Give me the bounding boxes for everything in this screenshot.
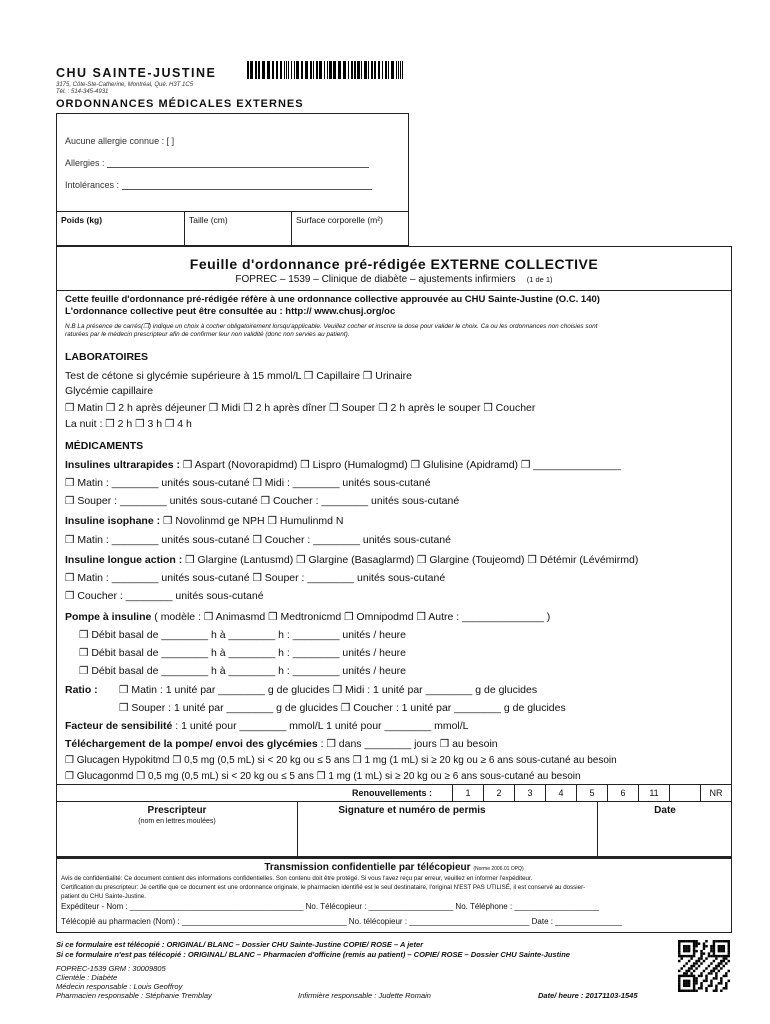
footer-nurse: Infirmière responsable : Judette Romain xyxy=(298,991,431,1000)
prescriber-sublabel: (nom en lettres moulées) xyxy=(138,818,216,825)
prescriber-cert: Certification du prescripteur: Je certifie que ce document est une ordonnance originale, le pharmacien identifié est le seul destinataire, l'original N'EST PAS UTILISÉ, il est conservé au dossier- xyxy=(61,884,586,891)
footer-fax: Si ce formulaire est télécopié : ORIGINAL/ BLANC – Dossier CHU Sainte-Justine COPIE/ ROSE – A jeter xyxy=(56,940,424,949)
prescriber-cert-2: patient du CHU Sainte-Justine. xyxy=(61,893,146,900)
glucagon-row[interactable]: ❒ Glucagonmd ❒ 0,5 mg (0,5 mL) si < 20 kg ou ≤ 5 ans ❒ 1 mg (1 mL) si ≥ 20 kg ou ≥ 6 ans sous-cutané au besoin xyxy=(65,771,581,782)
long-doses-2[interactable]: ❒ Coucher : ________ unités sous-cutané xyxy=(65,590,264,602)
ratio-row-1[interactable]: ❒ Matin : 1 unité par ________ g de glucides ❒ Midi : 1 unité par ________ g de glucides xyxy=(119,684,538,696)
renewal-box-2[interactable]: 2 xyxy=(483,785,514,801)
glucose-times[interactable]: ❒ Matin ❒ 2 h après déjeuner ❒ Midi ❒ 2 h après dîner ❒ Souper ❒ 2 h après le souper ❒ Coucher xyxy=(65,402,536,414)
renewal-box-3[interactable]: 3 xyxy=(514,785,545,801)
pharmacist-row[interactable]: Télécopié au pharmacien (Nom) : _____________________________________ No. télécopieur : ___________________________ Date : _______________ xyxy=(61,917,622,926)
confidentiality-notice: Avis de confidentialité: Ce document contient des informations confidentielles. Son contenu doit être protégé. Si vous l'avez reçu par erreur, veuillez en informer l'expéditeur. xyxy=(61,875,533,882)
fax-transmission-box xyxy=(56,857,732,933)
rapid-doses-1[interactable]: ❒ Matin : ________ unités sous-cutané ❒ Midi : ________ unités sous-cutané xyxy=(65,477,431,489)
long-doses-1[interactable]: ❒ Matin : ________ unités sous-cutané ❒ Souper : ________ unités sous-cutané xyxy=(65,572,446,584)
nb-note-2: raturées par le médecin prescripteur afin de confirmer leur non validité (donc non servies au patient). xyxy=(65,331,350,338)
footer-pharmacist: Pharmacien responsable : Stéphanie Tremblay xyxy=(56,991,212,1000)
sender-row[interactable]: Expéditeur - Nom : _______________________________________ No. Télécopieur : ___________________ No. Téléphone : ___________________ xyxy=(61,902,599,911)
renewals-row xyxy=(57,784,731,801)
ketone-test[interactable]: Test de cétone si glycémie supérieure à 15 mmol/L ❒ Capillaire ❒ Urinaire xyxy=(65,370,413,382)
body-surface-field[interactable]: Surface corporelle (m²) xyxy=(291,212,410,246)
signature-block xyxy=(57,801,731,858)
med-heading: MÉDICAMENTS xyxy=(65,440,144,452)
prescription-form xyxy=(56,246,732,857)
sensitivity-factor[interactable]: Facteur de sensibilité : 1 unité pour ________ mmol/L 1 unité pour ________ mmol/L xyxy=(65,720,469,732)
basal-rate-3[interactable]: ❒ Débit basal de ________ h à ________ h : ________ unités / heure xyxy=(79,665,407,677)
night-times[interactable]: La nuit : ❒ 2 h ❒ 3 h ❒ 4 h xyxy=(65,418,192,430)
renewal-box-1[interactable]: 1 xyxy=(452,785,483,801)
rapid-doses-2[interactable]: ❒ Souper : ________ unités sous-cutané ❒ Coucher : ________ unités sous-cutané xyxy=(65,495,460,507)
allergy-box xyxy=(56,113,409,246)
basal-rate-2[interactable]: ❒ Débit basal de ________ h à ________ h : ________ unités / heure xyxy=(79,647,407,659)
isophane-insulin[interactable]: Insuline isophane : ❒ Novolinmd ge NPH ❒ Humulinmd N xyxy=(65,515,344,527)
basal-rate-1[interactable]: ❒ Débit basal de ________ h à ________ h : ________ unités / heure xyxy=(79,629,407,641)
renewal-box-4[interactable]: 4 xyxy=(545,785,576,801)
no-allergy-field[interactable]: Aucune allergie connue : [ ] xyxy=(65,136,175,146)
oc-reference: Cette feuille d'ordonnance pré-rédigée réfère à une ordonnance collective approuvée au CHU Sainte-Justine (O.C. 140) xyxy=(65,294,600,305)
pump-download[interactable]: Téléchargement de la pompe/ envoi des glycémies : ❒ dans ________ jours ❒ au besoin xyxy=(65,738,498,750)
date-label[interactable]: Date xyxy=(654,805,676,816)
ratio-label: Ratio : xyxy=(65,684,98,696)
footer-clientele: Clientèle : Diabète xyxy=(56,973,118,982)
lab-heading: LABORATOIRES xyxy=(65,351,149,363)
renewal-box-8[interactable] xyxy=(669,785,700,801)
signature-label[interactable]: Signature et numéro de permis xyxy=(338,805,486,816)
renewal-box-6[interactable]: 6 xyxy=(607,785,638,801)
long-insulin[interactable]: Insuline longue action : ❒ Glargine (Lantusmd) ❒ Glargine (Basaglarmd) ❒ Glargine (Toujeomd) ❒ Détémir (Lévémirmd) xyxy=(65,554,639,566)
renewal-box-9[interactable]: NR xyxy=(700,785,731,801)
rapid-insulin[interactable]: Insulines ultrarapides : ❒ Aspart (Novorapidmd) ❒ Lispro (Humalogmd) ❒ Glulisine (Apidramd) ❒ _______________ xyxy=(65,459,621,471)
prescriber-label: Prescripteur xyxy=(147,805,207,816)
allergies-field[interactable]: Allergies : xyxy=(65,158,369,168)
barcode-image xyxy=(247,61,403,79)
ratio-row-2[interactable]: ❒ Souper : 1 unité par ________ g de glucides ❒ Coucher : 1 unité par ________ g de glucides xyxy=(119,702,566,714)
renewal-box-5[interactable]: 5 xyxy=(576,785,607,801)
intolerances-field[interactable]: Intolérances : xyxy=(65,180,372,190)
qr-code-image xyxy=(678,940,730,992)
isophane-doses[interactable]: ❒ Matin : ________ unités sous-cutané ❒ Coucher : ________ unités sous-cutané xyxy=(65,534,451,546)
form-title: Feuille d'ordonnance pré-rédigée EXTERNE COLLECTIVE xyxy=(189,256,599,272)
insulin-pump[interactable]: Pompe à insuline ( modèle : ❒ Animasmd ❒ Medtronicmd ❒ Omnipodmd ❒ Autre : ______________ ) xyxy=(65,611,551,623)
oc-url: L'ordonnance collective peut être consultée au : http:// www.chusj.org/oc xyxy=(65,306,396,317)
weight-field[interactable]: Poids (kg) xyxy=(61,215,103,225)
renewal-box-7[interactable]: 11 xyxy=(638,785,669,801)
footer-code: FOPREC-1539 GRM : 30009805 xyxy=(56,964,166,973)
glucagen-row[interactable]: ❒ Glucagen Hypokitmd ❒ 0,5 mg (0,5 mL) si < 20 kg ou ≤ 5 ans ❒ 1 mg (1 mL) si ≥ 20 kg ou ≥ 6 ans sous-cutané au besoin xyxy=(65,755,617,766)
capillary-glucose: Glycémie capillaire xyxy=(65,385,154,397)
footer-doctor: Médecin responsable : Louis Geoffroy xyxy=(56,982,183,991)
institution-address: 3175, Côte-Ste-Catherine, Montréal, Qué. H3T 1C5 Tél. : 514-345-4931 xyxy=(56,82,194,95)
footer-datetime: Date/ heure : 20171103-1545 xyxy=(538,991,638,1000)
institution-name: CHU SAINTE-JUSTINE xyxy=(56,66,217,80)
form-subtitle: FOPREC – 1539 – Clinique de diabète – ajustements infirmiers (1 de 1) xyxy=(235,274,553,285)
fax-title: Transmission confidentielle par télécopieur (Norme 2006.01 OPQ) xyxy=(264,862,524,873)
renewals-label: Renouvellements : xyxy=(351,788,432,798)
footer-nofax: Si ce formulaire n'est pas télécopié : ORIGINAL/ BLANC – Pharmacien d'officine (remis au patient) – COPIE/ ROSE – Dossier CHU Sainte-Justine xyxy=(56,950,570,959)
form-category: ORDONNANCES MÉDICALES EXTERNES xyxy=(56,98,304,110)
nb-note: N.B La présence de carrés(❒) indique un choix à cocher obligatoirement lorsqu'applicable. Veuillez cocher et inscrire la dose pour valider le choix. Ca ou les ordonnances non choisies sont xyxy=(65,323,598,330)
height-field[interactable]: Taille (cm) xyxy=(184,212,291,246)
